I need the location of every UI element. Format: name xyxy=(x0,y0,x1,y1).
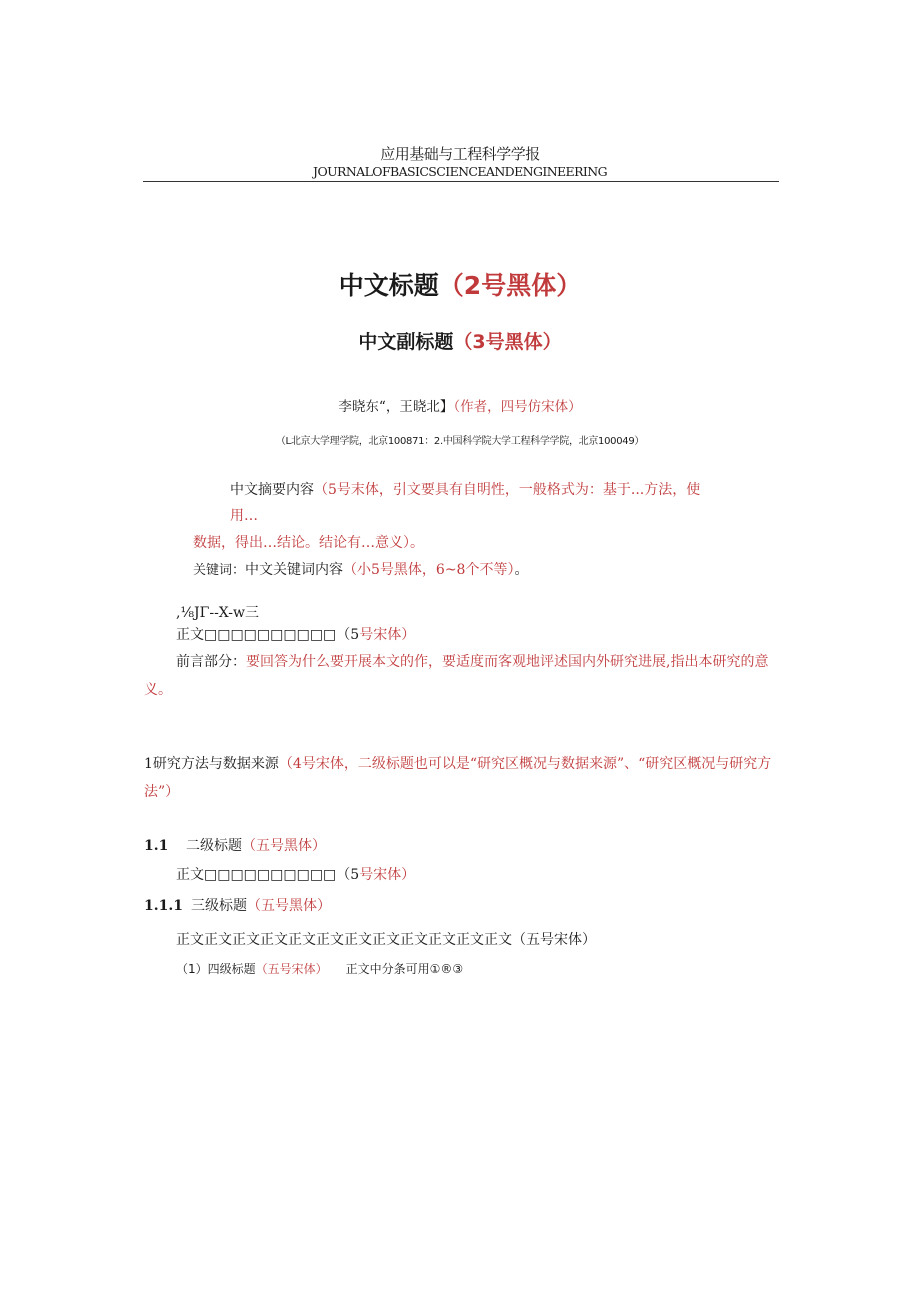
keywords-label: 关键词： xyxy=(193,563,246,578)
section-1-1-note: （五号黑体） xyxy=(242,838,326,854)
abstract-line-2: 数据，得出…结论。结论有…意义）。 xyxy=(193,535,424,551)
journal-name-en: JOURNALOFBASICSCIENCEANDENGINEERING xyxy=(313,164,607,179)
body-placeholder-1 xyxy=(176,624,415,646)
garbled-line: ,⅛JΓ--X-w三 xyxy=(176,605,259,621)
intro-paragraph xyxy=(144,648,784,704)
level-4-note: （五号宋体） xyxy=(255,962,328,976)
section-1-1-1-heading xyxy=(191,895,331,917)
journal-name-cn: 应用基础与工程科学学报 xyxy=(380,145,540,163)
body-text-line-3: 正文正文正文正文正文正文正文正文正文正文正文正文（五号宋体） xyxy=(176,932,596,948)
abstract-line-1 xyxy=(230,478,700,502)
title-text: 中文标题 xyxy=(338,271,439,300)
abstract-label: 中文摘要内容 xyxy=(230,482,314,498)
keywords-note: （小5号黑体，6~8个不等） xyxy=(343,562,515,578)
keywords-text: 中文关键词内容 xyxy=(245,562,344,578)
keywords-line xyxy=(193,558,528,583)
section-1-1-number: 1.1 xyxy=(144,838,169,854)
section-1-title: 1研究方法与数据来源 xyxy=(144,756,279,772)
subtitle-format-note: （3号黑体） xyxy=(453,331,562,353)
section-1-heading xyxy=(144,750,784,806)
intro-text: 要回答为什么要开展本文的作，要适度而客观地评述国内外研究进展,指出本研究的意义。 xyxy=(144,654,769,698)
intro-label: 前言部分： xyxy=(176,654,246,670)
body-2-note: 号宋体） xyxy=(359,867,416,883)
body-1-note: 号宋体） xyxy=(359,627,416,643)
paper-title xyxy=(0,268,920,304)
subtitle-text: 中文副标题 xyxy=(358,331,454,353)
header-divider xyxy=(143,181,779,182)
paper-subtitle xyxy=(0,326,920,358)
body-placeholder-2 xyxy=(176,864,415,886)
keywords-tail: 。 xyxy=(514,562,529,578)
section-1-1-1-title: 三级标题 xyxy=(191,898,247,914)
body-1-text: 正文□□□□□□□□□□ xyxy=(176,627,337,643)
abstract-line-1b: 用… xyxy=(230,508,258,524)
level-4-heading xyxy=(176,958,463,980)
body-2-text: 正文□□□□□□□□□□（5 xyxy=(176,867,360,883)
author-line xyxy=(0,396,920,418)
abstract-note-1: （5号末体，引文要具有自明性，一般格式为：基于...方法，使 xyxy=(314,482,701,498)
level-4-tail: 正文中分条可用①®③ xyxy=(345,962,464,976)
section-1-1-heading xyxy=(186,835,326,857)
section-1-1-1-note: （五号黑体） xyxy=(247,898,331,914)
author-names: 李晓东“，王晓北】 xyxy=(338,399,454,415)
affiliation-line: （L北京大学理学院，北京100871：2.中国科学院大学工程科学学院，北京100049） xyxy=(275,436,645,447)
section-1-note: （4号宋体，二级标题也可以是“研究区概况与数据来源”、“研究区概况与研究方法”） xyxy=(144,756,772,800)
body-1-note-open: （5 xyxy=(336,627,360,643)
author-format-note: （作者，四号仿宋体） xyxy=(453,399,582,415)
title-format-note: （2号黑体） xyxy=(438,271,582,300)
section-1-1-1-number: 1.1.1 xyxy=(144,898,183,914)
level-4-label: （1）四级标题 xyxy=(176,962,256,976)
section-1-1-title: 二级标题 xyxy=(186,838,242,854)
